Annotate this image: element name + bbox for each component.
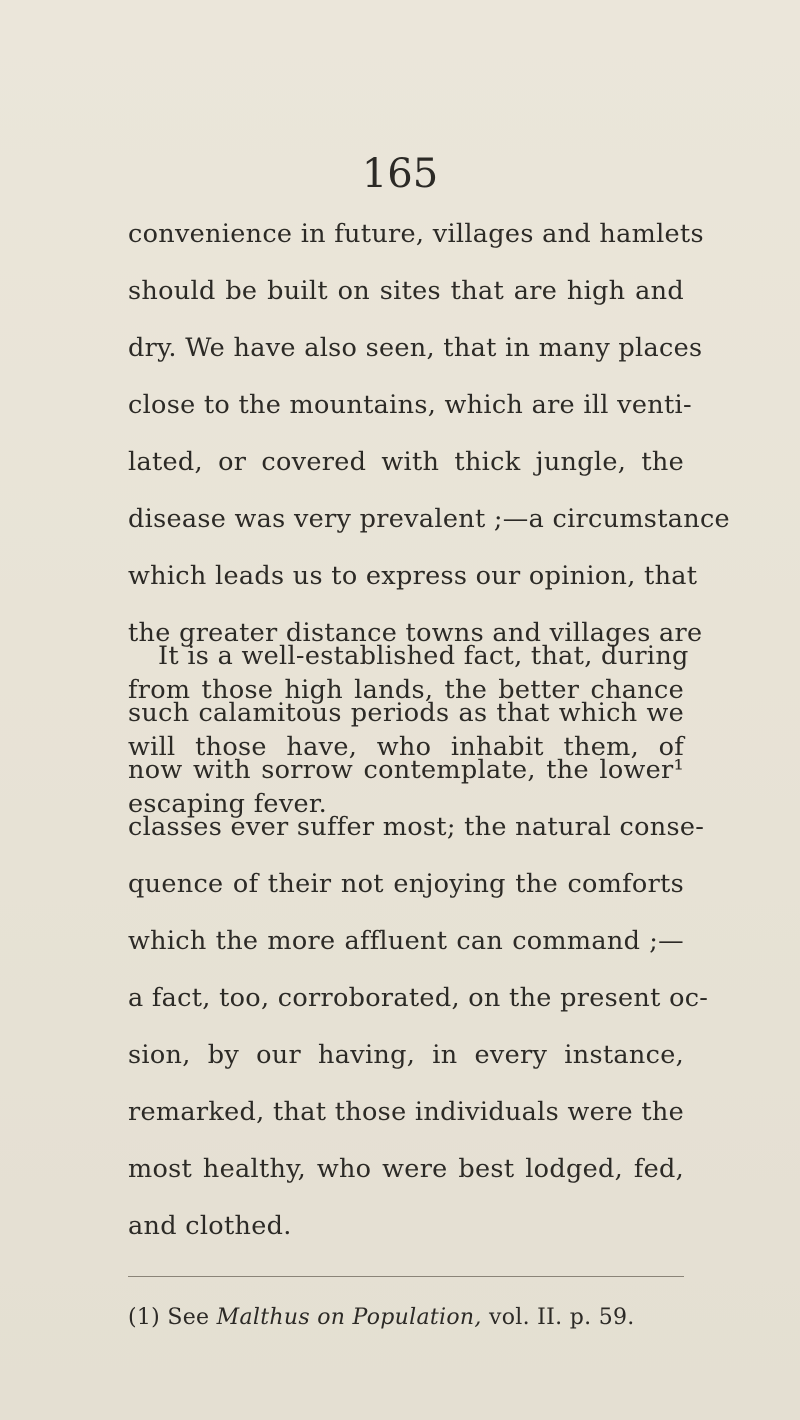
text-line: convenience in future, villages and hamlets bbox=[128, 219, 704, 249]
text-line: will those have, who inhabit them, of bbox=[128, 732, 684, 762]
text-line: remarked, that those individuals were the bbox=[128, 1097, 684, 1127]
text-line: quence of their not enjoying the comforts bbox=[128, 869, 684, 899]
text-line: which the more affluent can command ;— bbox=[128, 926, 684, 956]
text-line: which leads us to express our opinion, that bbox=[128, 561, 698, 591]
text-line: the greater distance towns and villages are bbox=[128, 618, 703, 648]
text-line: disease was very prevalent ;—a circumstance bbox=[128, 504, 730, 534]
footnote bbox=[128, 1300, 684, 1336]
text-line: classes ever suffer most; the natural conse- bbox=[128, 812, 705, 842]
text-line: close to the mountains, which are ill venti- bbox=[128, 390, 692, 420]
text-line: now with sorrow contemplate, the lower¹ bbox=[128, 755, 684, 785]
text-line: most healthy, who were best lodged, fed, bbox=[128, 1154, 684, 1184]
text-line: should be built on sites that are high and bbox=[128, 276, 684, 306]
footnote-reference: vol. II. p. 59. bbox=[481, 1305, 635, 1330]
text-line: It is a well-established fact, that, during bbox=[158, 641, 689, 671]
page-number: 165 bbox=[361, 151, 439, 197]
footnote-title: Malthus on Population, bbox=[216, 1305, 482, 1330]
paragraph-2 bbox=[128, 628, 709, 1255]
footnote-divider bbox=[128, 1276, 684, 1277]
text-line: such calamitous periods as that which we bbox=[128, 698, 684, 728]
text-line: a fact, too, corroborated, on the present oc- bbox=[128, 983, 709, 1013]
footnote-marker: (1) See bbox=[128, 1305, 217, 1330]
text-line: sion, by our having, in every instance, bbox=[128, 1040, 684, 1070]
text-line: from those high lands, the better chance bbox=[128, 675, 684, 705]
text-line: and clothed. bbox=[128, 1211, 292, 1241]
text-line: lated, or covered with thick jungle, the bbox=[128, 447, 684, 477]
text-line: dry. We have also seen, that in many places bbox=[128, 333, 703, 363]
text-line: escaping fever. bbox=[128, 789, 328, 819]
